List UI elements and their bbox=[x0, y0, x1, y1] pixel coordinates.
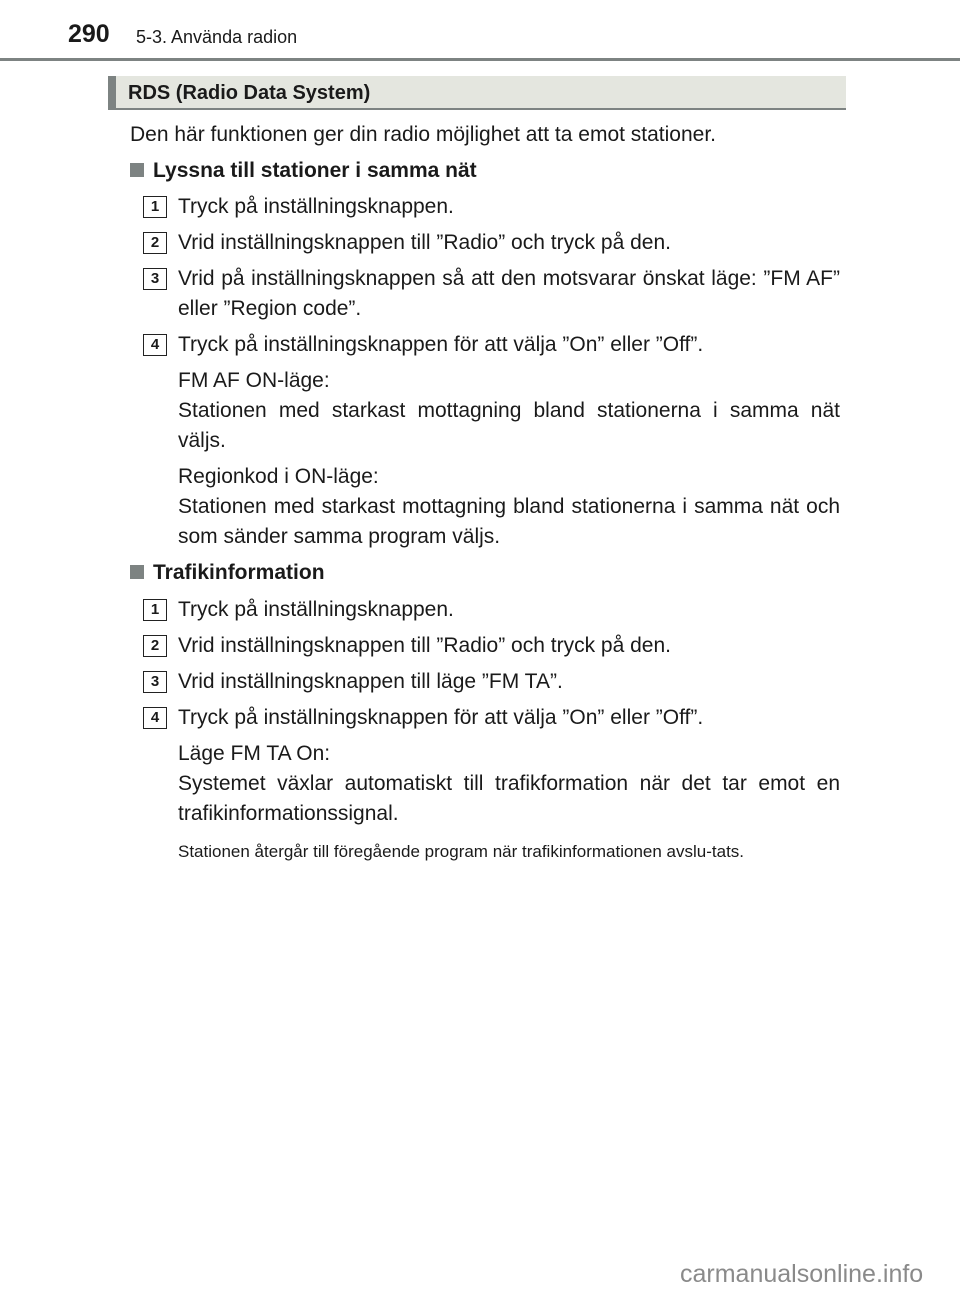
page-number: 290 bbox=[68, 20, 110, 48]
step-text: Vrid på inställningsknappen så att den motsvarar önskat läge: ”FM AF” eller ”Region code”. bbox=[178, 267, 840, 320]
chapter-title: 5-3. Använda radion bbox=[136, 27, 298, 47]
step-text: Vrid inställningsknappen till ”Radio” och tryck på den. bbox=[178, 634, 671, 657]
step-number: 2 bbox=[143, 635, 167, 657]
section-title: RDS (Radio Data System) bbox=[128, 82, 371, 104]
section-title-bar bbox=[108, 76, 846, 110]
header-divider bbox=[0, 58, 960, 61]
step-text: Tryck på inställningsknappen för att välja ”On” eller ”Off”. bbox=[178, 333, 704, 356]
square-bullet-icon bbox=[130, 565, 144, 579]
subheading-network bbox=[130, 156, 477, 186]
step-text: Vrid inställningsknappen till läge ”FM TA”. bbox=[178, 670, 563, 693]
step-number: 4 bbox=[143, 707, 167, 729]
note-label: FM AF ON-läge: bbox=[178, 369, 330, 392]
subheading-text: Trafikinformation bbox=[153, 561, 325, 584]
subheading-text: Lyssna till stationer i samma nät bbox=[153, 159, 477, 182]
note-text: Stationen med starkast mottagning bland stationerna i samma nät och som sänder samma program väljs. bbox=[178, 495, 840, 548]
step-text: Tryck på inställningsknappen. bbox=[178, 195, 454, 218]
step-number: 4 bbox=[143, 334, 167, 356]
note-text: Stationen med starkast mottagning bland stationerna i samma nät väljs. bbox=[178, 399, 840, 452]
step-text: Vrid inställningsknappen till ”Radio” och tryck på den. bbox=[178, 231, 671, 254]
subheading-traffic bbox=[130, 558, 325, 588]
small-note: Stationen återgår till föregående program när trafikinformationen avslu-tats. bbox=[178, 842, 745, 861]
step-text: Tryck på inställningsknappen för att välja ”On” eller ”Off”. bbox=[178, 706, 704, 729]
note-text: Systemet växlar automatiskt till trafikformation när det tar emot en trafikinformationssignal. bbox=[178, 772, 840, 825]
square-bullet-icon bbox=[130, 163, 144, 177]
note-label: Läge FM TA On: bbox=[178, 742, 331, 765]
step-number: 1 bbox=[143, 196, 167, 218]
note-label: Regionkod i ON-läge: bbox=[178, 465, 379, 488]
step-text: Tryck på inställningsknappen. bbox=[178, 598, 454, 621]
watermark: carmanualsonline.info bbox=[680, 1260, 924, 1288]
step-number: 1 bbox=[143, 599, 167, 621]
intro-text: Den här funktionen ger din radio möjlighet att ta emot stationer. bbox=[130, 123, 717, 146]
step-number: 3 bbox=[143, 671, 167, 693]
step-number: 3 bbox=[143, 268, 167, 290]
step-number: 2 bbox=[143, 232, 167, 254]
